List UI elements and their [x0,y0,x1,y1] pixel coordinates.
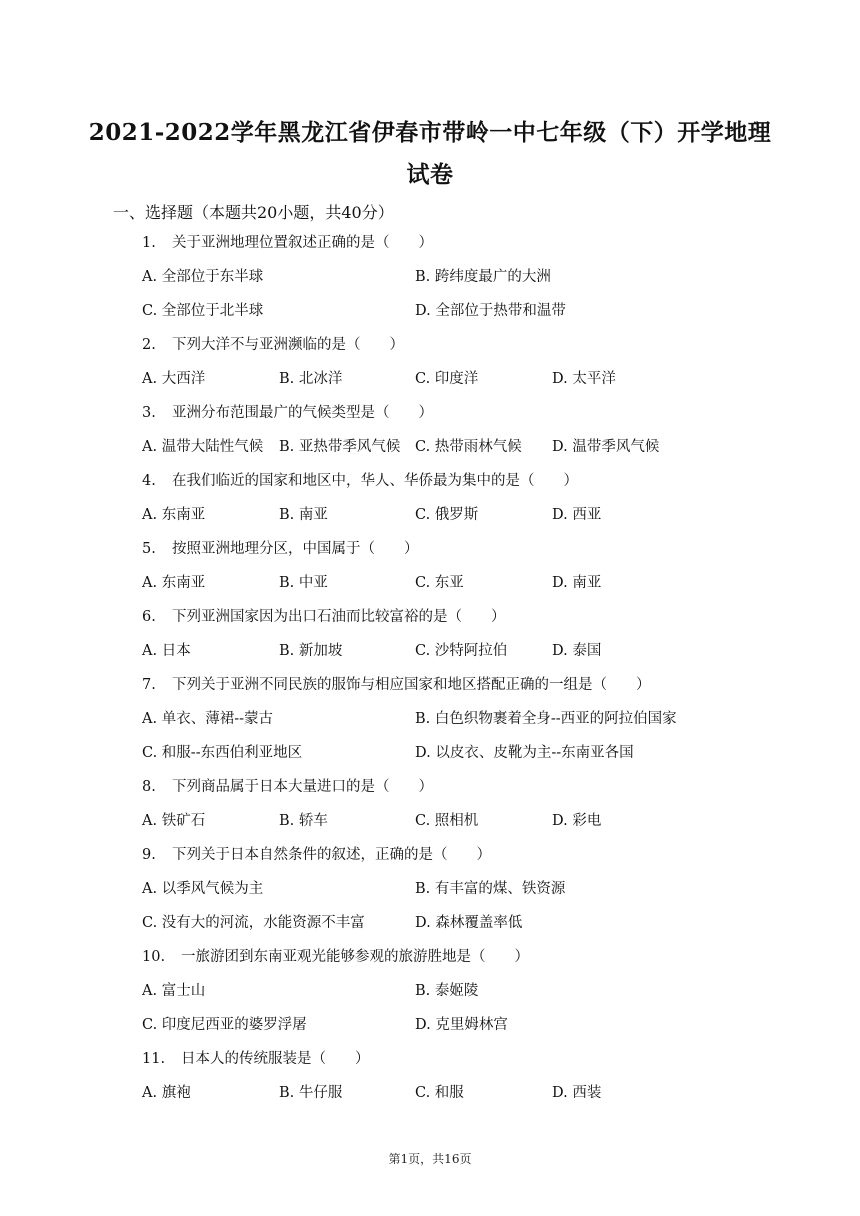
section-heading: 一、选择题（本题共20小题，共40分） [113,203,394,222]
answer-option: C. 俄罗斯 [415,507,479,523]
answer-option: C. 沙特阿拉伯 [415,643,508,659]
answer-option: B. 新加坡 [279,643,343,659]
answer-option: B. 中亚 [279,575,328,591]
question-stem [0,539,860,573]
question-text: 一旅游团到东南亚观光能够参观的旅游胜地是（ ） [181,949,529,965]
option-row [0,743,860,777]
page-footer: 第1页，共16页 [388,1152,472,1166]
question-number: 9. [142,847,156,863]
answer-option: B. 轿车 [279,813,328,829]
question-number: 1. [142,235,156,251]
question-number: 11. [142,1051,166,1067]
question-stem [0,335,860,369]
option-row [0,505,860,539]
question-text: 亚洲分布范围最广的气候类型是（ ） [172,405,433,421]
answer-option: A. 东南亚 [142,575,206,591]
question-number: 10. [142,949,166,965]
question-number: 4. [142,473,156,489]
question-stem [0,233,860,267]
answer-option: B. 泰姬陵 [415,983,479,999]
question-stem [0,471,860,505]
question-text: 下列大洋不与亚洲濒临的是（ ） [172,337,404,353]
answer-option: C. 东亚 [415,575,464,591]
option-row [0,573,860,607]
option-row [0,267,860,301]
question-text: 下列关于亚洲不同民族的服饰与相应国家和地区搭配正确的一组是（ ） [172,677,651,693]
answer-option: D. 全部位于热带和温带 [415,303,566,319]
question-stem [0,1049,860,1083]
answer-option: B. 跨纬度最广的大洲 [415,269,551,285]
answer-option: A. 大西洋 [142,371,206,387]
option-row [0,1015,860,1049]
question-text: 下列商品属于日本大量进口的是（ ） [172,779,433,795]
answer-option: C. 和服 [415,1085,464,1101]
document-title-line2: 试卷 [406,161,454,188]
answer-option: D. 泰国 [552,643,602,659]
option-row [0,301,860,335]
answer-option: C. 和服--东西伯利亚地区 [142,745,303,761]
question-text: 下列关于日本自然条件的叙述，正确的是（ ） [172,847,491,863]
question-stem [0,607,860,641]
option-row [0,641,860,675]
answer-option: A. 以季风气候为主 [142,881,264,897]
answer-option: A. 东南亚 [142,507,206,523]
option-row [0,709,860,743]
answer-option: A. 日本 [142,643,191,659]
answer-option: D. 太平洋 [552,371,616,387]
answer-option: D. 克里姆林宫 [415,1017,508,1033]
question-stem [0,845,860,879]
question-text: 按照亚洲地理分区，中国属于（ ） [172,541,419,557]
answer-option: A. 全部位于东半球 [142,269,264,285]
answer-option: D. 森林覆盖率低 [415,915,523,931]
question-list [0,233,860,1117]
option-row [0,913,860,947]
question-number: 2. [142,337,156,353]
option-row [0,1083,860,1117]
answer-option: A. 单衣、薄裙--蒙古 [142,711,273,727]
answer-option: C. 热带雨林气候 [415,439,522,455]
answer-option: B. 南亚 [279,507,328,523]
answer-option: B. 亚热带季风气候 [279,439,401,455]
answer-option: C. 照相机 [415,813,479,829]
question-number: 3. [142,405,156,421]
answer-option: D. 以皮衣、皮靴为主--东南亚各国 [415,745,634,761]
question-number: 8. [142,779,156,795]
answer-option: D. 西装 [552,1085,602,1101]
question-text: 关于亚洲地理位置叙述正确的是（ ） [172,235,433,251]
option-row [0,981,860,1015]
answer-option: A. 富士山 [142,983,206,999]
answer-option: C. 没有大的河流，水能资源不丰富 [142,915,365,931]
answer-option: B. 有丰富的煤、铁资源 [415,881,566,897]
answer-option: A. 温带大陆性气候 [142,439,264,455]
answer-option: D. 南亚 [552,575,602,591]
question-number: 7. [142,677,156,693]
document-title-line1: 2021-2022学年黑龙江省伊春市带岭一中七年级（下）开学地理 [88,119,772,146]
question-text: 下列亚洲国家因为出口石油而比较富裕的是（ ） [172,609,506,625]
answer-option: B. 牛仔服 [279,1085,343,1101]
answer-option: C. 全部位于北半球 [142,303,264,319]
question-stem [0,403,860,437]
question-stem [0,777,860,811]
answer-option: A. 铁矿石 [142,813,206,829]
question-text: 在我们临近的国家和地区中，华人、华侨最为集中的是（ ） [172,473,578,489]
answer-option: C. 印度洋 [415,371,479,387]
answer-option: B. 北冰洋 [279,371,343,387]
answer-option: D. 温带季风气候 [552,439,660,455]
question-stem [0,675,860,709]
answer-option: B. 白色织物裹着全身--西亚的阿拉伯国家 [415,711,677,727]
answer-option: A. 旗袍 [142,1085,191,1101]
question-text: 日本人的传统服装是（ ） [181,1051,370,1067]
option-row [0,437,860,471]
question-number: 6. [142,609,156,625]
answer-option: D. 彩电 [552,813,602,829]
option-row [0,369,860,403]
option-row [0,879,860,913]
option-row [0,811,860,845]
question-number: 5. [142,541,156,557]
question-stem [0,947,860,981]
answer-option: C. 印度尼西亚的婆罗浮屠 [142,1017,307,1033]
answer-option: D. 西亚 [552,507,602,523]
